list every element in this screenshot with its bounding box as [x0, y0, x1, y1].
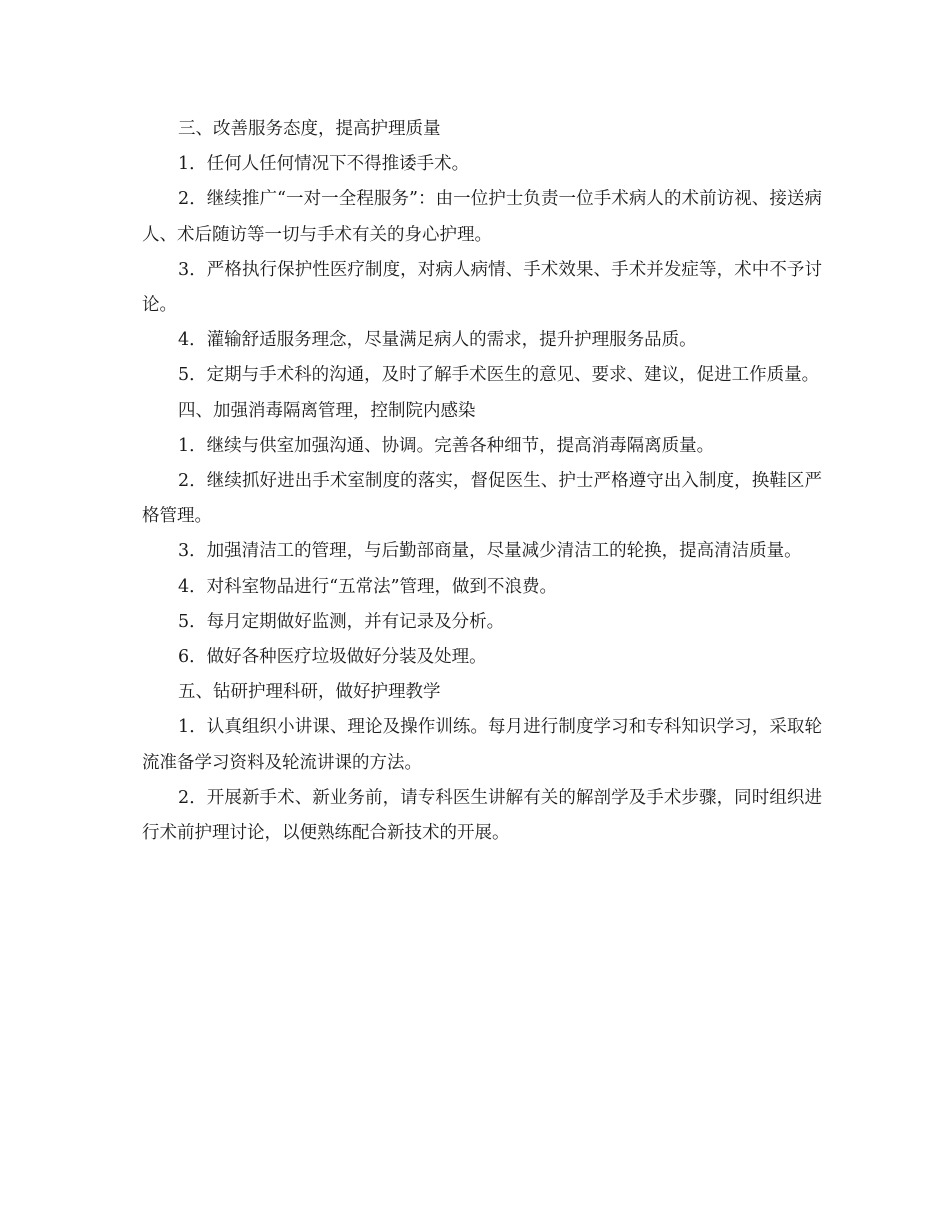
list-item: 5．定期与手术科的沟通，及时了解手术医生的意见、要求、建议，促进工作质量。 — [178, 365, 820, 386]
list-item: 3．加强清洁工的管理，与后勤部商量，尽量减少清洁工的轮换，提高清洁质量。 — [178, 541, 802, 562]
list-item: 5．每月定期做好监测，并有记录及分析。 — [178, 611, 505, 632]
list-item: 1．继续与供室加强沟通、协调。完善各种细节，提高消毒隔离质量。 — [178, 435, 715, 456]
list-item: 1．任何人任何情况下不得推诿手术。 — [178, 154, 470, 175]
section-heading-service: 三、改善服务态度，提高护理质量 — [178, 119, 441, 139]
list-item: 2．继续抓好进出手术室制度的落实，督促医生、护士严格遵守出入制度，换鞋区严格管理。 — [142, 471, 822, 527]
list-item: 6．做好各种医疗垃圾做好分装及处理。 — [178, 647, 487, 668]
document-page — [142, 112, 822, 851]
list-item: 3．严格执行保护性医疗制度，对病人病情、手术效果、手术并发症等，术中不予讨论。 — [142, 259, 822, 316]
list-item: 4．对科室物品进行“五常法”管理，做到不浪费。 — [178, 576, 558, 597]
list-item: 2．开展新手术、新业务前，请专科医生讲解有关的解剖学及手术步骤，同时组织进行术前护理讨论，以便熟练配合新技术的开展。 — [142, 787, 822, 844]
section-heading-research: 五、钻研护理科研，做好护理教学 — [178, 682, 441, 703]
list-item: 4．灌输舒适服务理念，尽量满足病人的需求，提升护理服务品质。 — [178, 330, 697, 351]
section-heading-disinfection: 四、加强消毒隔离管理，控制院内感染 — [178, 400, 476, 421]
list-item: 2．继续推广“一对一全程服务”：由一位护士负责一位手术病人的术前访视、接送病人、术后随访等一切与手术有关的身心护理。 — [142, 189, 822, 245]
list-item: 1．认真组织小讲课、理论及操作训练。每月进行制度学习和专科知识学习，采取轮流准备学习资料及轮流讲课的方法。 — [142, 717, 822, 773]
